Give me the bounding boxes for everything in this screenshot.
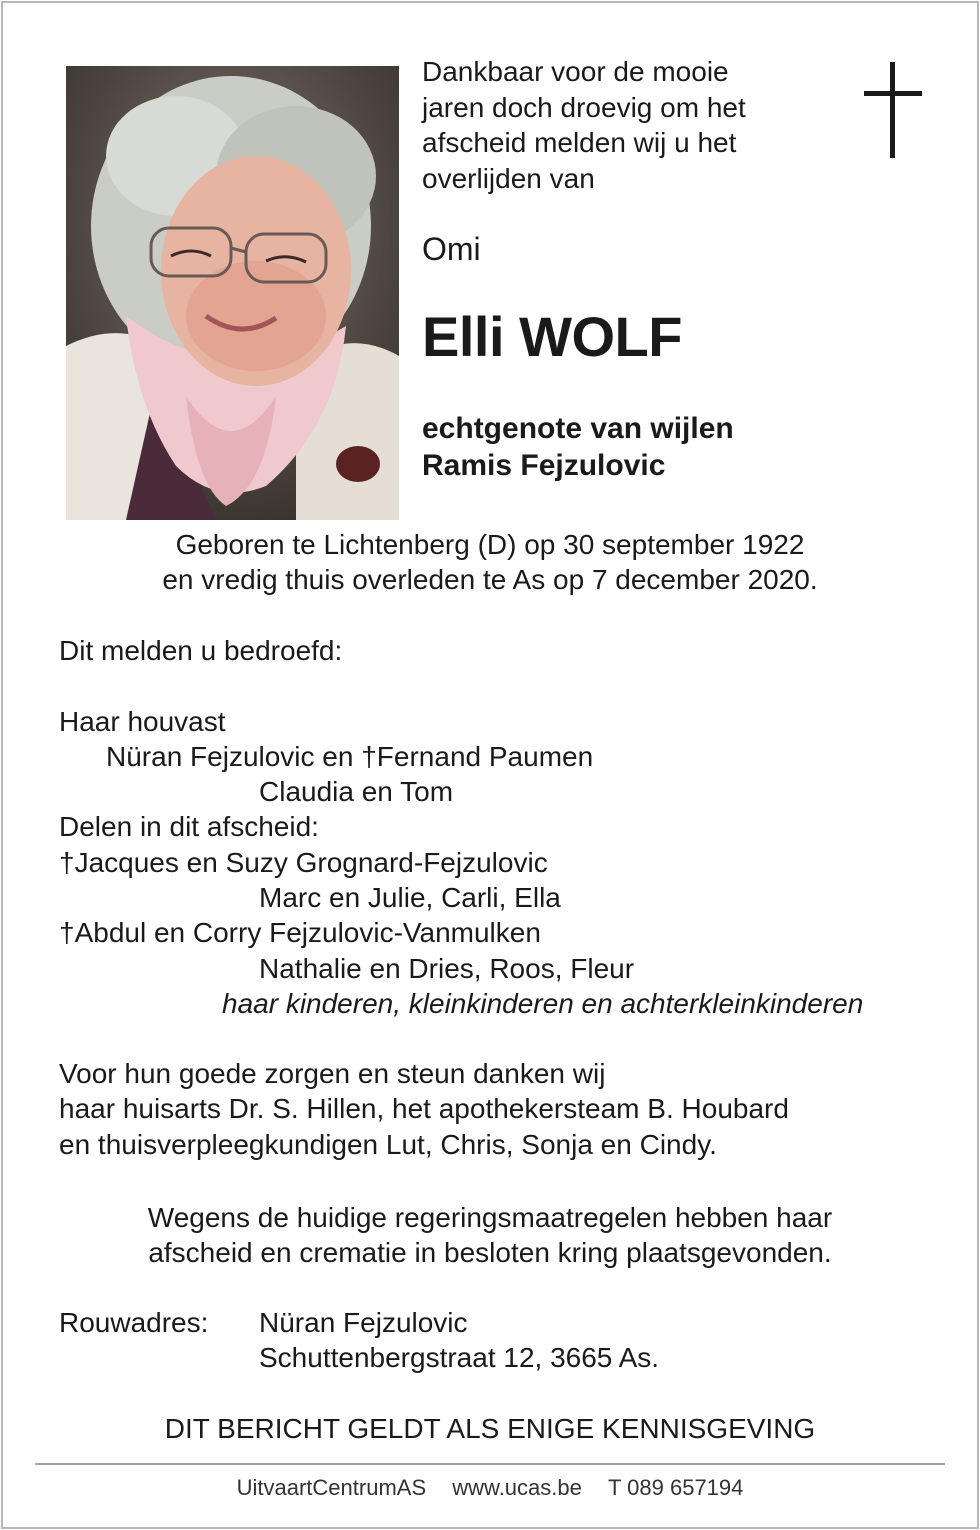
address-label: Rouwadres: [59, 1307, 209, 1338]
footer-website[interactable]: www.ucas.be [452, 1475, 582, 1500]
spouse-info [422, 410, 734, 484]
regulations-line: Wegens de huidige regeringsmaatregelen hebben haar [147, 1202, 833, 1233]
regulations-line: afscheid en crematie in besloten kring plaatsgevonden. [148, 1237, 832, 1269]
address-name: Nüran Fejzulovic [259, 1307, 468, 1338]
support-label: Haar houvast [59, 705, 226, 737]
family-section [59, 633, 959, 1021]
family-line: Nathalie en Dries, Roos, Fleur [259, 952, 635, 984]
footer-phone: T 089 657194 [608, 1475, 744, 1500]
intro-line: afscheid melden wij u het [422, 127, 737, 158]
mourning-address [59, 1305, 659, 1376]
death-line: en vredig thuis overleden te As op 7 december 2020. [162, 564, 818, 596]
spouse-line: Ramis Fejzulovic [422, 449, 666, 482]
regulations-section [0, 1200, 980, 1271]
family-line: Claudia en Tom [259, 776, 454, 808]
family-line: †Abdul en Corry Fejzulovic-Vanmulken [59, 917, 541, 949]
share-label: Delen in dit afscheid: [59, 811, 319, 843]
footer [0, 1475, 980, 1501]
footer-company: UitvaartCentrumAS [236, 1475, 427, 1500]
thanks-line: haar huisarts Dr. S. Hillen, het apothekersteam B. Houbard [59, 1093, 789, 1125]
birth-line: Geboren te Lichtenberg (D) op 30 september 1922 [175, 529, 805, 560]
family-summary: haar kinderen, kleinkinderen en achterkleinkinderen [222, 987, 864, 1019]
thanks-line: Voor hun goede zorgen en steun danken wij [59, 1058, 606, 1089]
family-line: Marc en Julie, Carli, Ella [259, 882, 561, 914]
announce-line: Dit melden u bedroefd: [59, 635, 343, 666]
thanks-section [59, 1056, 939, 1162]
intro-line: jaren doch droevig om het [422, 91, 746, 123]
portrait-illustration [66, 66, 399, 520]
intro-line: Dankbaar voor de mooie [422, 56, 729, 87]
thanks-line: en thuisverpleegkundigen Lut, Chris, Sonja en Cindy. [59, 1128, 717, 1160]
portrait-photo [66, 66, 399, 520]
intro-text [422, 54, 832, 196]
intro-line: overlijden van [422, 162, 595, 194]
spouse-line: echtgenote van wijlen [422, 412, 734, 445]
relation-label: Omi [422, 231, 481, 267]
life-dates [0, 527, 980, 598]
notice-text: DIT BERICHT GELDT ALS ENIGE KENNISGEVING [164, 1413, 816, 1444]
footer-divider [35, 1463, 945, 1465]
address-street: Schuttenbergstraat 12, 3665 As. [259, 1342, 660, 1374]
family-line: †Jacques en Suzy Grognard-Fejzulovic [59, 846, 548, 878]
deceased-name: Elli WOLF [422, 305, 682, 368]
family-line: Nüran Fejzulovic en †Fernand Paumen [106, 740, 594, 772]
cross-icon [864, 62, 922, 160]
